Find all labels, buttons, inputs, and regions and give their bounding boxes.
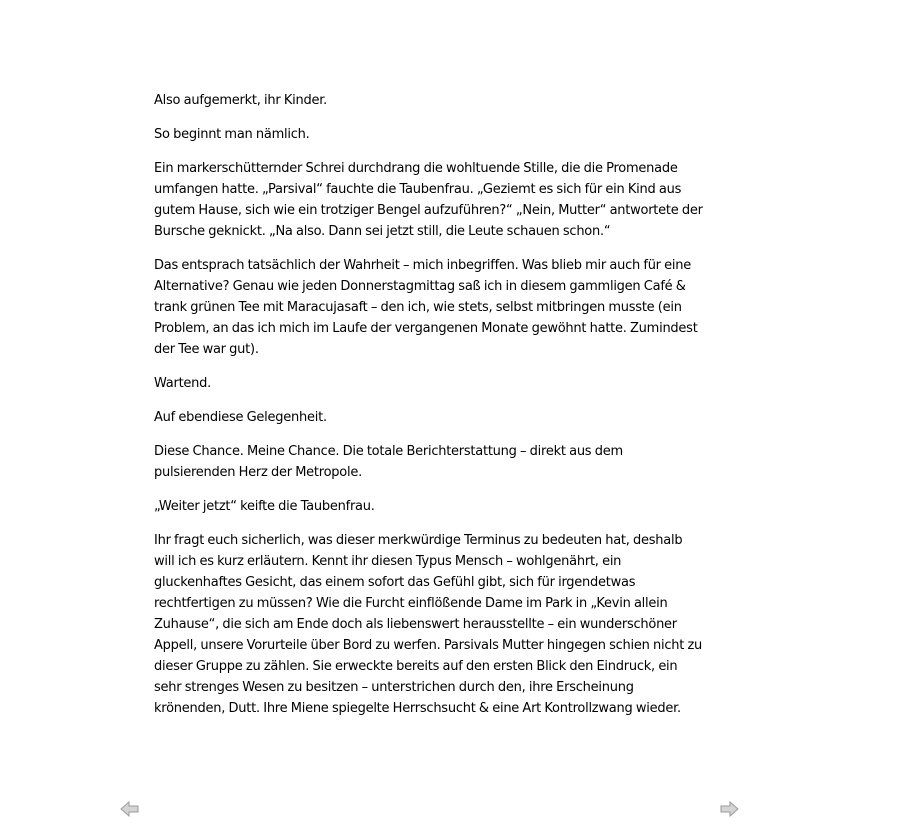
next-page-button[interactable]: [718, 798, 740, 820]
arrow-right-icon: [718, 798, 740, 820]
paragraph: Also aufgemerkt, ihr Kinder.: [154, 93, 328, 108]
paragraph: „Weiter jetzt“ keifte die Taubenfrau.: [154, 499, 375, 514]
paragraph: Das entsprach tatsächlich der Wahrheit – mich inbegriffen. Was blieb mir auch für eine Alternative? Genau wie jeden Donnerstagmittag saß ich in diesem gammligen Café & trank grünen Tee mit Maracujasaft – den ich, wie stets, selbst mitbringen musste (ein Problem, an das ich mich im Laufe der vergangenen Monate gewöhnt hatte. Zumindest der Tee war gut).: [154, 258, 698, 357]
arrow-left-icon: [119, 798, 141, 820]
paragraph: Diese Chance. Meine Chance. Die totale Berichterstattung – direkt aus dem pulsierenden Herz der Metropole.: [154, 444, 623, 480]
paragraph: Ihr fragt euch sicherlich, was dieser merkwürdige Terminus zu bedeuten hat, deshalb will ich es kurz erläutern. Kennt ihr diesen Typus Mensch – wohlgenährt, ein gluckenhaftes Gesicht, das einem sofort das Gefühl gibt, sich für irgendetwas rechtfertigen zu müssen? Wie die Furcht einflößende Dame im Park in „Kevin allein Zuhause“, die sich am Ende doch als liebenswert herausstellte – ein wunderschöner Appell, unsere Vorurteile über Bord zu werfen. Parsivals Mutter hingegen schien nicht zu dieser Gruppe zu zählen. Sie erweckte bereits auf den ersten Blick den Eindruck, ein sehr strenges Wesen zu besitzen – unterstrichen durch den, ihre Erscheinung krönenden, Dutt. Ihre Miene spiegelte Herrschsucht & eine Art Kontrollzwang wieder.: [154, 533, 703, 716]
document-body: [154, 90, 706, 732]
paragraph: Wartend.: [154, 376, 212, 391]
paragraph: Ein markerschütternder Schrei durchdrang die wohltuende Stille, die die Promenade umfangen hatte. „Parsival“ fauchte die Taubenfrau. „Geziemt es sich für ein Kind aus gutem Hause, sich wie ein trotziger Bengel aufzuführen?“ „Nein, Mutter“ antwortete der Bursche geknickt. „Na also. Dann sei jetzt still, die Leute schauen schon.“: [154, 161, 703, 239]
previous-page-button[interactable]: [119, 798, 141, 820]
paragraph: So beginnt man nämlich.: [154, 127, 310, 142]
paragraph: Auf ebendiese Gelegenheit.: [154, 410, 327, 425]
